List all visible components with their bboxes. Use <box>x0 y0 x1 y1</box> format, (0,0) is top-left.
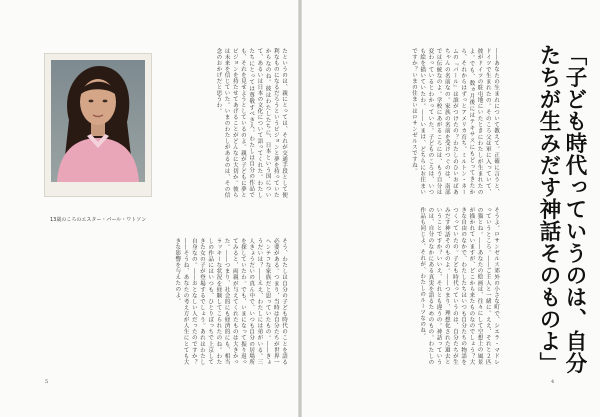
headline-quote: 「子ども時代っていうのは、自分たちが生みだす神話そのものよ」 <box>536 44 587 374</box>
page-number-left: 5 <box>45 379 49 385</box>
girl-portrait-image <box>51 60 145 182</box>
right-body-lower: そうよ。ロサンゼルス郊外の小さな町で、シエラ・マドレっていうところ。――ご主人と一緒に。ええ、それと２匹の猫とね。――あなたの絵画は、往々にして空想上の風景が描かれていますが、どこから来たものなのでしょう？大きな自由のなかで、わたしたちはいつも自分たちの物語をつくっていたの。子ども時代っていうのは、自分たちが生みだす神話そのものよ。――つまり、理想化された過去ということですか？いいえ、それとも違うの。神話っていうのは、自分のなかにある真実を語るためのもの。わたしの作品も同じよ。それが、わたしのルーツなのね。 <box>419 207 499 365</box>
right-body-upper: ――あなたの生まれについて教えて。正確に言うと、ドイツで生まれたの。そのころ父は軍に入っていて、彼がドイツの駐屯地にいたときにわたしが生まれたのよ。でも、数ヵ月後にはテキサスにもどってきたから、それからはずっとアメリカ育ち。ミルトン・ネームの『パール』は誰がつけたの？わたしのひいおばあちゃんの名前なの。家族の名前を受けつぐのは、南部では伝統なのよ。学校にあがるころには、もう自分は変わっているとわかっていた。子どものころは、いつも絵を描いていたわ。――いまは、どちらにお住まいですか？いまの住まいはロサンゼルスですね。 <box>410 48 499 195</box>
left-body-upper: たというのは、親にとっては、それが交通手段として便利なものになるだろうというビジョンと夢を持っていたからなのね。彼はわたしたちに、日本という国について、あるいは日本の文化について語ってくれた。わたしたちにとっては尊敬すべき人。わたしは自分の作品でも、それを見せようとしているのよ。親が子どもに夢とビジョンを持たせてあげることがどんなに大切か。彼らは未来を信じていた。いまのわたしがあるのは、その信念のおかげだと思うわ。 <box>215 48 287 198</box>
left-body-lower: そう、わたしは自分の子ども時代のことを語る必要がある。つまり、当時は自分たちが世界一ヘンテコな家族だと思っていたもの。――きょうだいは？――ええ、わたしには弟がいる。三人きょうだいの真ん中で、いつも自分の居場所を探していたわ。でも、いまになって振り返ってみると、両親が与えてくれたものは大きかった。――つまり、社会的にも経済的にも、相当ラッキーな状況を経験してこられたのね。わたしの作品にはいつも、ひとりぼっちで上京してきた女の子が登場するでしょう。あれはわたし自身なの。――おとなしい人だったのですか？――そうね、あなたの考え方が人生にとても大きな影響を与えたのよ。 <box>174 238 287 365</box>
portrait-photo <box>44 53 152 197</box>
page-number-right: 4 <box>551 379 555 385</box>
photo-caption: 13歳のころのエスター・パール・ワトソン <box>50 217 147 223</box>
